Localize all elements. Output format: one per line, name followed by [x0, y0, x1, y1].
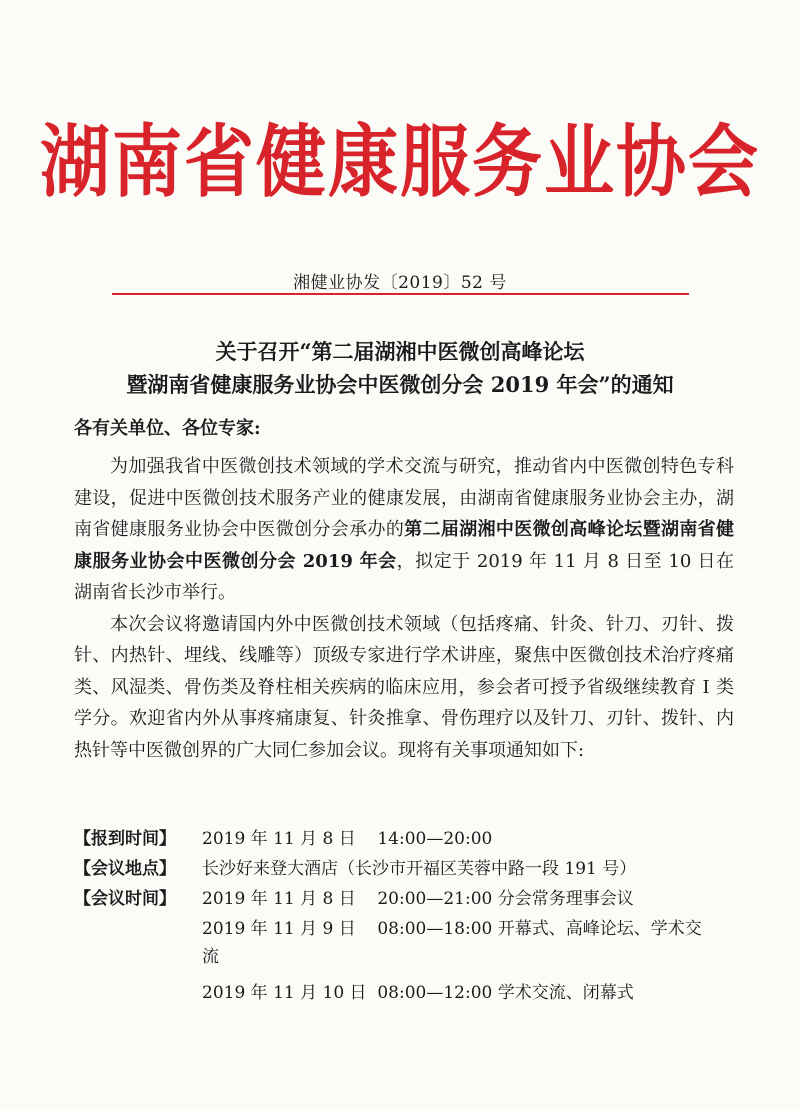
schedule-day-3: 2019 年 11 月 10 日 08:00—12:00 学术交流、闭幕式: [202, 983, 634, 1003]
schedule-day-2-wrap: 流: [202, 947, 219, 967]
document-number: 湘健业协发〔2019〕52 号: [293, 273, 507, 293]
paragraph-1: [74, 451, 734, 609]
schedule-day-1: 2019 年 11 月 8 日 20:00—21:00 分会常务理事会议: [202, 889, 634, 909]
notice-title: [60, 335, 740, 401]
checkin-label: 【报到时间】: [74, 829, 176, 849]
notice-title-line-1: 关于召开“第二届湖湘中医微创高峰论坛: [215, 339, 585, 364]
paragraph-1-event-name: 第二届湖湘中医微创高峰论坛暨湖南省健康服务业协会中医微创分会 2019 年会: [74, 519, 734, 572]
org-letterhead-title: 湖南省健康服务业协会: [40, 114, 760, 208]
notice-title-line-2: 暨湖南省健康服务业协会中医微创分会 2019 年会”的通知: [126, 372, 674, 397]
paragraph-1-tail: ，拟定于 2019 年 11 月 8 日至 10 日在湖南省长沙市举行。: [74, 550, 734, 603]
schedule-row-2-wrap: [202, 942, 219, 972]
red-divider-line: [112, 293, 689, 295]
paragraph-1-lead: 为加强我省中医微创技术领域的学术交流与研究，推动省内中医微创特色专科建设，促进中医微创技术服务产业的健康发展，由湖南省健康服务业协会主办，湖南省健康服务业协会中医微创分会承办的: [74, 456, 734, 540]
salutation: 各有关单位、各位专家:: [74, 418, 261, 439]
schedule-day-2: 2019 年 11 月 9 日 08:00—18:00 开幕式、高峰论坛、学术交: [202, 919, 702, 939]
venue-value: 长沙好来登大酒店（长沙市开福区芙蓉中路一段 191 号）: [202, 859, 637, 879]
venue-label: 【会议地点】: [74, 859, 176, 879]
schedule-label: 【会议时间】: [74, 889, 176, 909]
body-text: [74, 451, 734, 766]
paragraph-2: 本次会议将邀请国内外中医微创技术领域（包括疼痛、针灸、针刀、刃针、拨针、内热针、埋线、线雕等）顶级专家进行学术讲座，聚焦中医微创技术治疗疼痛类、风湿类、骨伤类及脊柱相关疾病的临床应用，参会者可授予省级继续教育 Ⅰ 类学分。欢迎省内外从事疼痛康复、针灸推拿、骨伤理疗以及针刀、刃针、拨针、内热针等中医微创界的广大同仁参加会议。现将有关事项通知如下:: [74, 613, 734, 761]
checkin-value: 2019 年 11 月 8 日 14:00—20:00: [202, 829, 493, 849]
